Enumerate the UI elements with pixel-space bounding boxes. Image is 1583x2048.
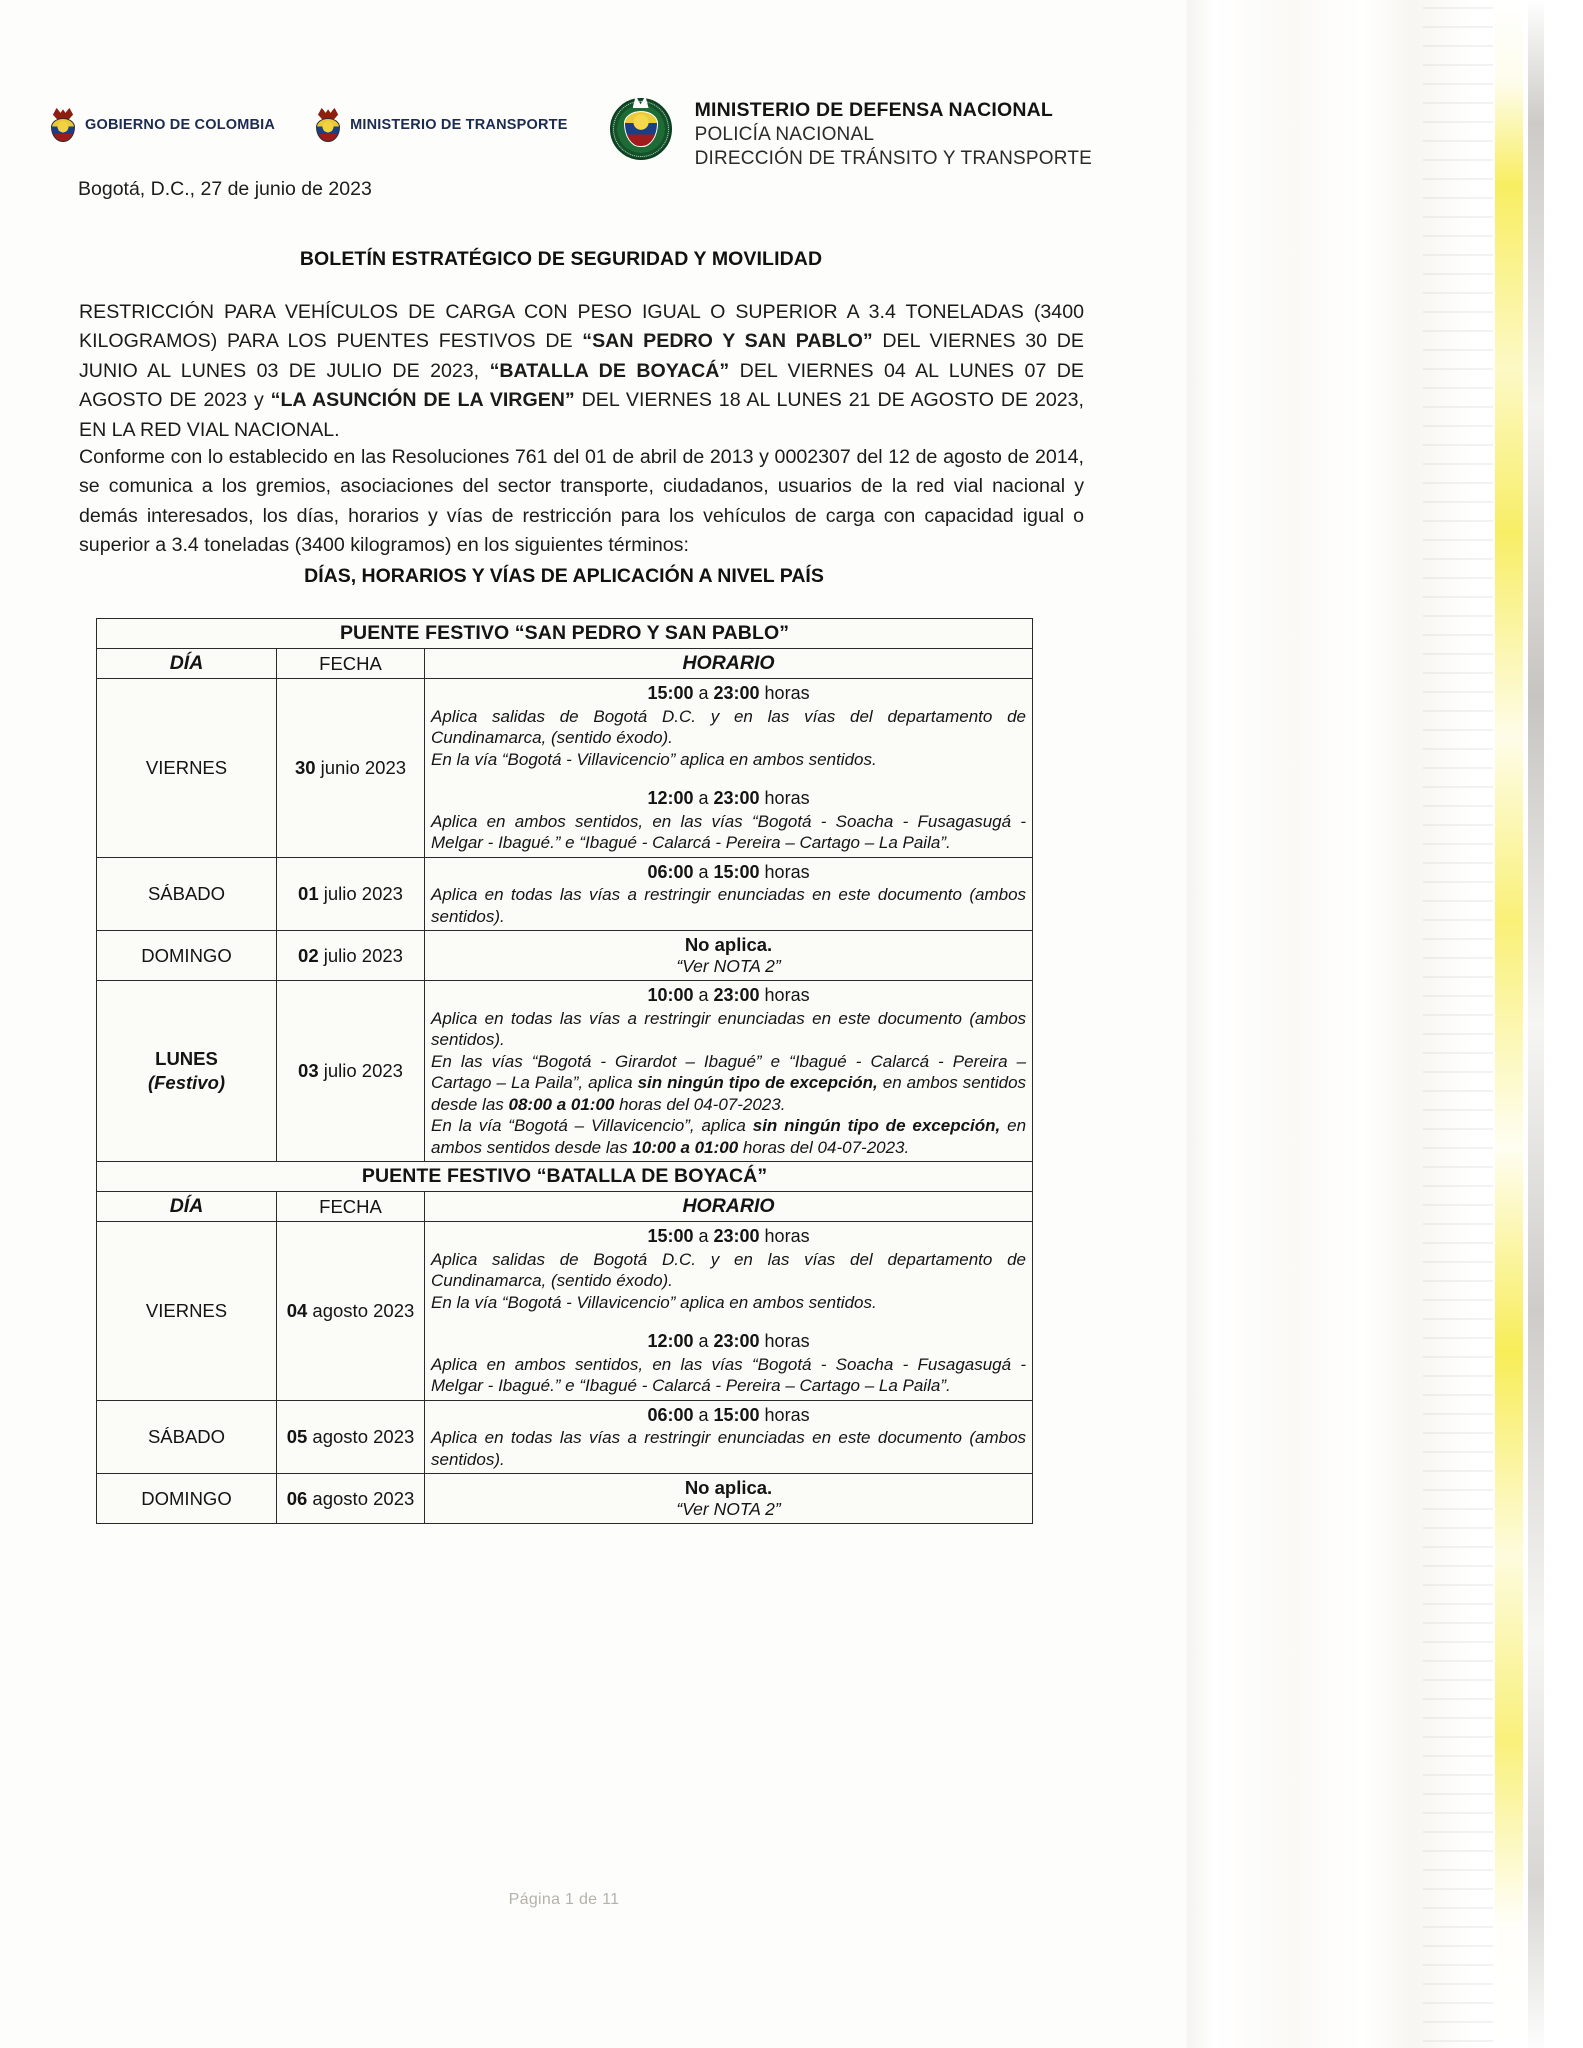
horario-note: Aplica salidas de Bogotá D.C. y en las vías del departamento de Cundinamarca, (sentido éxodo). — [431, 1249, 1027, 1290]
ministerio-de-transporte-label: MINISTERIO DE TRANSPORTE — [350, 117, 568, 133]
fecha-rest: agosto 2023 — [307, 1299, 415, 1321]
table-row — [97, 679, 1033, 858]
horario-note: En la vía “Bogotá - Villavicencio” aplica en ambos sentidos. — [431, 1292, 877, 1312]
time-join: a — [693, 788, 714, 808]
time-start: 06:00 — [647, 1404, 694, 1425]
time-join: a — [693, 1226, 714, 1246]
horario-time — [431, 862, 1026, 884]
horario-rich-note — [431, 1115, 1026, 1158]
table-banner-row — [97, 1162, 1033, 1192]
rich-a: En las vías “Bogotá - Girardot – Ibagué” e “Ibagué - Calarcá - Pereira – Cartago – La Paila”, aplica — [431, 1051, 1027, 1092]
table-row — [97, 1474, 1033, 1524]
time-join: a — [693, 985, 714, 1005]
gobierno-de-colombia-label: GOBIERNO DE COLOMBIA — [85, 117, 276, 133]
table-row — [97, 857, 1033, 931]
direccion-transito-line: DIRECCIÓN DE TRÁNSITO Y TRANSPORTE — [694, 147, 1093, 169]
fecha-rest: julio 2023 — [318, 1060, 403, 1081]
table-row — [97, 981, 1033, 1162]
horario-note: Aplica en todas las vías a restringir enunciadas en este documento (ambos sentidos). — [431, 1008, 1027, 1049]
time-start: 10:00 — [647, 985, 694, 1005]
column-header-dia: DÍA — [97, 1192, 277, 1222]
document-header — [0, 96, 1190, 170]
section-title: DÍAS, HORARIOS Y VÍAS DE APLICACIÓN A NIVEL PAÍS — [304, 565, 824, 587]
dia-label: VIERNES — [145, 1299, 228, 1321]
fecha-day: 06 — [286, 1487, 308, 1509]
scanner-edge-artifact — [1173, 0, 1583, 2048]
horario-time — [431, 985, 1026, 1007]
time-join: a — [693, 861, 714, 882]
horario-note: Aplica en ambos sentidos, en las vías “Bogotá - Soacha - Fusagasugá - Melgar - Ibagué.” e “Ibagué - Calarcá - Pereira – Cartago – La Paila”. — [431, 1354, 1027, 1395]
time-end: 23:00 — [713, 985, 760, 1005]
row-horario — [425, 931, 1033, 981]
time-end: 23:00 — [713, 683, 760, 703]
horario-note: Aplica en todas las vías a restringir enunciadas en este documento (ambos sentidos). — [431, 885, 1027, 926]
dia-label: SÁBADO — [147, 1425, 226, 1447]
rich-a: En la vía “Bogotá – Villavicencio”, aplica — [431, 1116, 753, 1135]
block-spacer — [431, 770, 1026, 787]
dia-sublabel: (Festivo) — [147, 1072, 226, 1093]
colombia-coat-of-arms-icon — [50, 108, 76, 142]
time-end: 23:00 — [713, 1226, 760, 1246]
row-fecha — [277, 1474, 425, 1524]
no-aplica-label: No aplica. — [684, 934, 773, 955]
row-horario — [425, 1222, 1033, 1401]
row-horario — [425, 679, 1033, 858]
policia-nacional-line: POLICÍA NACIONAL — [694, 123, 875, 145]
row-horario — [425, 1400, 1033, 1474]
column-header-horario: HORARIO — [425, 1192, 1033, 1222]
city-and-date: Bogotá, D.C., 27 de junio de 2023 — [78, 178, 372, 200]
time-start: 12:00 — [647, 1331, 694, 1351]
column-header-fecha: FECHA — [277, 649, 425, 679]
time-end: 23:00 — [713, 1331, 760, 1351]
puente-festivo-banner: PUENTE FESTIVO “BATALLA DE BOYACÁ” — [97, 1162, 1033, 1192]
intro-part-1: RESTRICCIÓN PARA VEHÍCULOS DE CARGA CON PESO IGUAL O SUPERIOR A 3.4 TONELADAS (3400 KILOGRAMOS) PARA LOS PUENTES FESTIVOS DE — [79, 301, 1084, 353]
table-header-row — [97, 1192, 1033, 1222]
horario-time — [431, 1331, 1026, 1353]
block-spacer — [431, 1313, 1026, 1330]
rich-d: 10:00 a 01:00 — [632, 1137, 739, 1157]
fecha-rest: julio 2023 — [318, 944, 403, 966]
row-fecha — [277, 857, 425, 931]
column-header-fecha: FECHA — [277, 1192, 425, 1222]
nota-reference: “Ver NOTA 2” — [676, 1498, 781, 1519]
dia-label: DOMINGO — [141, 944, 232, 966]
horario-note: En la vía “Bogotá - Villavicencio” aplica en ambos sentidos. — [431, 749, 877, 769]
rich-e: horas del 04-07-2023. — [738, 1137, 910, 1157]
rich-d: 08:00 a 01:00 — [508, 1094, 615, 1114]
fecha-rest: agosto 2023 — [307, 1425, 415, 1447]
time-end: 15:00 — [713, 1404, 760, 1425]
time-join: a — [693, 683, 714, 703]
time-start: 12:00 — [647, 788, 694, 808]
row-horario — [425, 1474, 1033, 1524]
intro-festivo-2: “BATALLA DE BOYACÁ” — [489, 359, 730, 382]
intro-festivo-1: “SAN PEDRO Y SAN PABLO” — [582, 330, 873, 353]
table-row — [97, 931, 1033, 981]
rich-c: en ambos sentidos desde las — [431, 1073, 1027, 1114]
time-suffix: horas — [759, 1226, 810, 1246]
row-fecha — [277, 1222, 425, 1401]
time-suffix: horas — [759, 861, 810, 882]
nota-reference: “Ver NOTA 2” — [676, 955, 781, 976]
fecha-day: 30 — [294, 756, 316, 778]
row-fecha — [277, 931, 425, 981]
time-end: 15:00 — [713, 861, 760, 882]
row-dia — [97, 981, 277, 1162]
restrictions-table-wrapper — [96, 618, 1032, 1524]
fecha-day: 03 — [298, 1060, 319, 1081]
fecha-day: 04 — [286, 1299, 308, 1321]
row-dia — [97, 857, 277, 931]
legal-basis-paragraph: Conforme con lo establecido en las Resoluciones 761 del 01 de abril de 2013 y 0002307 del 12 de agosto de 2014, se comunica a los gremios, asociaciones del sector transporte, ciudadanos, usuarios de la red vial nacional y demás interesados, los días, horarios y vías de restricción para los vehículos de carga con capacidad igual o superior a 3.4 toneladas (3400 kilogramos) en los siguientes términos: — [79, 446, 1084, 557]
horario-note: Aplica en todas las vías a restringir enunciadas en este documento (ambos sentidos). — [431, 1428, 1027, 1469]
time-join: a — [693, 1404, 714, 1425]
fecha-day: 05 — [286, 1425, 308, 1447]
dia-label: DOMINGO — [141, 1487, 232, 1509]
policia-nacional-brand — [610, 96, 1092, 170]
horario-rich-note — [431, 1051, 1026, 1116]
row-horario — [425, 857, 1033, 931]
puente-festivo-banner: PUENTE FESTIVO “SAN PEDRO Y SAN PABLO” — [97, 619, 1033, 649]
time-suffix: horas — [759, 1331, 810, 1351]
restriction-summary-paragraph — [79, 298, 1084, 445]
time-start: 15:00 — [647, 1226, 694, 1246]
fecha-rest: agosto 2023 — [307, 1487, 415, 1509]
table-banner-row — [97, 619, 1033, 649]
horario-note: Aplica en ambos sentidos, en las vías “Bogotá - Soacha - Fusagasugá - Melgar - Ibagué.” e “Ibagué - Calarcá - Pereira – Cartago – La Paila”. — [431, 811, 1027, 852]
row-dia — [97, 931, 277, 981]
restrictions-table — [96, 618, 1033, 1524]
table-header-row — [97, 649, 1033, 679]
row-fecha — [277, 679, 425, 858]
no-aplica-label: No aplica. — [684, 1477, 773, 1498]
dia-label: LUNES — [155, 1048, 218, 1069]
time-start: 06:00 — [647, 861, 694, 882]
horario-time — [431, 1226, 1026, 1248]
horario-time — [431, 1405, 1026, 1427]
row-horario — [425, 981, 1033, 1162]
dia-label: SÁBADO — [147, 882, 226, 904]
time-suffix: horas — [759, 1404, 810, 1425]
fecha-rest: julio 2023 — [318, 882, 403, 904]
ministry-heading-block — [695, 96, 1092, 170]
rich-b: sin ningún tipo de excepción, — [637, 1073, 878, 1092]
dia-label: VIERNES — [145, 756, 228, 778]
intro-part-3: DEL VIERNES 04 AL LUNES 07 DE AGOSTO DE 2023 y — [79, 359, 1084, 412]
policia-nacional-seal-icon — [610, 98, 672, 160]
fecha-rest: junio 2023 — [315, 756, 407, 778]
horario-time — [431, 683, 1026, 705]
column-header-dia: DÍA — [97, 649, 277, 679]
row-dia — [97, 1474, 277, 1524]
time-suffix: horas — [759, 683, 810, 703]
rich-b: sin ningún tipo de excepción, — [752, 1116, 1001, 1135]
fecha-day: 02 — [298, 944, 319, 966]
intro-part-4: DEL VIERNES 18 AL LUNES 21 DE AGOSTO DE 2023, EN LA RED VIAL NACIONAL. — [79, 389, 1084, 441]
time-suffix: horas — [759, 985, 810, 1005]
column-header-horario: HORARIO — [425, 649, 1033, 679]
page-title: BOLETÍN ESTRATÉGICO DE SEGURIDAD Y MOVILIDAD — [299, 248, 823, 270]
gobierno-de-colombia-brand — [50, 108, 275, 142]
rich-e: horas del 04-07-2023. — [614, 1094, 786, 1114]
time-suffix: horas — [759, 788, 810, 808]
row-fecha — [277, 1400, 425, 1474]
colombia-coat-of-arms-icon — [315, 108, 341, 142]
time-start: 15:00 — [647, 683, 694, 703]
rich-c: en ambos sentidos desde las — [431, 1116, 1027, 1157]
row-dia — [97, 679, 277, 858]
row-fecha — [277, 981, 425, 1162]
page-number-footer: Página 1 de 11 — [508, 1891, 620, 1908]
row-dia — [97, 1222, 277, 1401]
horario-note: Aplica salidas de Bogotá D.C. y en las vías del departamento de Cundinamarca, (sentido éxodo). — [431, 706, 1027, 747]
intro-festivo-3: “LA ASUNCIÓN DE LA VIRGEN” — [270, 389, 575, 412]
ministerio-defensa-line: MINISTERIO DE DEFENSA NACIONAL — [694, 99, 1054, 121]
intro-part-2: DEL VIERNES 30 DE JUNIO AL LUNES 03 DE JULIO DE 2023, — [79, 330, 1084, 382]
table-row — [97, 1222, 1033, 1401]
horario-time — [431, 788, 1026, 810]
fecha-day: 01 — [298, 882, 319, 904]
ministerio-de-transporte-brand — [315, 108, 567, 142]
time-join: a — [693, 1331, 714, 1351]
time-end: 23:00 — [713, 788, 760, 808]
table-row — [97, 1400, 1033, 1474]
row-dia — [97, 1400, 277, 1474]
